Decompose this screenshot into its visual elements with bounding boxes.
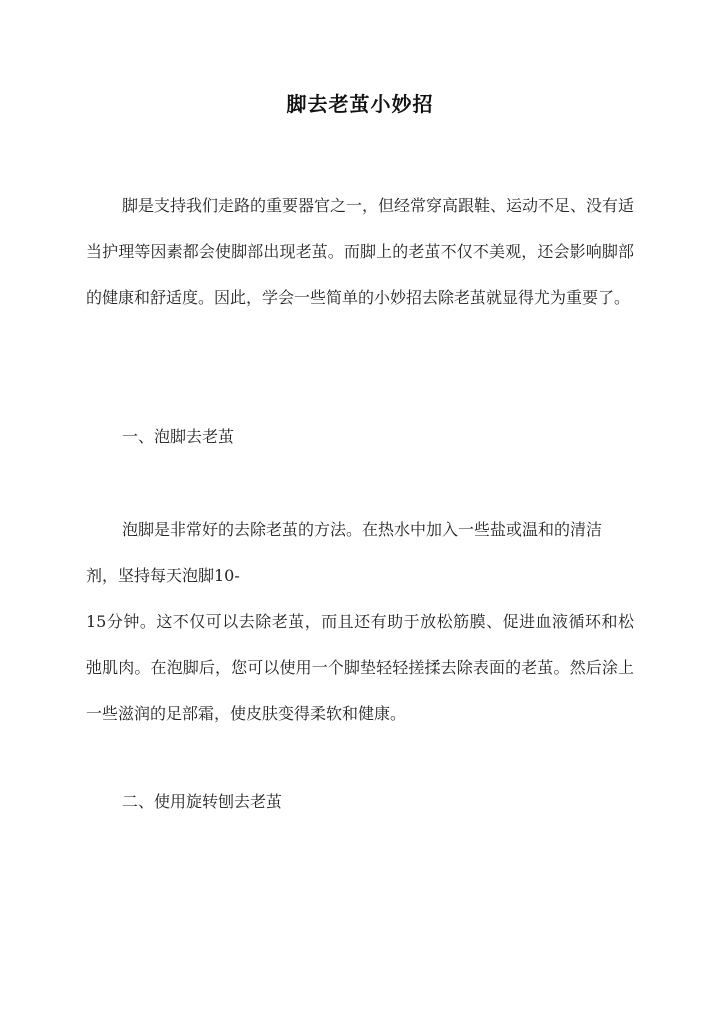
soak-paragraph-rest: 15分钟。这不仅可以去除老茧，而且还有助于放松筋膜、促进血液循环和松弛肌肉。在泡脚后，您可以使用一个脚垫轻轻搓揉去除表面的老茧。然后涂上一些滋润的足部霜，使皮肤变得柔软和健康。: [86, 612, 634, 723]
document-title: 脚去老茧小妙招: [286, 92, 434, 116]
section-heading-rotary-file: 二、使用旋转刨去老茧: [122, 792, 283, 811]
soak-paragraph-line-1: 泡脚是非常好的去除老茧的方法。在热水中加入一些盐或温和的清洁: [122, 520, 603, 539]
intro-paragraph: 脚是支持我们走路的重要器官之一，但经常穿高跟鞋、运动不足、没有适当护理等因素都会使脚部出现老茧。而脚上的老茧不仅不美观，还会影响脚部的健康和舒适度。因此，学会一些简单的小妙招去除老茧就显得尤为重要了。: [86, 196, 635, 307]
section-heading-soak: 一、泡脚去老茧: [122, 427, 235, 446]
soak-paragraph-line-2: 剂，坚持每天泡脚10-: [86, 566, 240, 585]
